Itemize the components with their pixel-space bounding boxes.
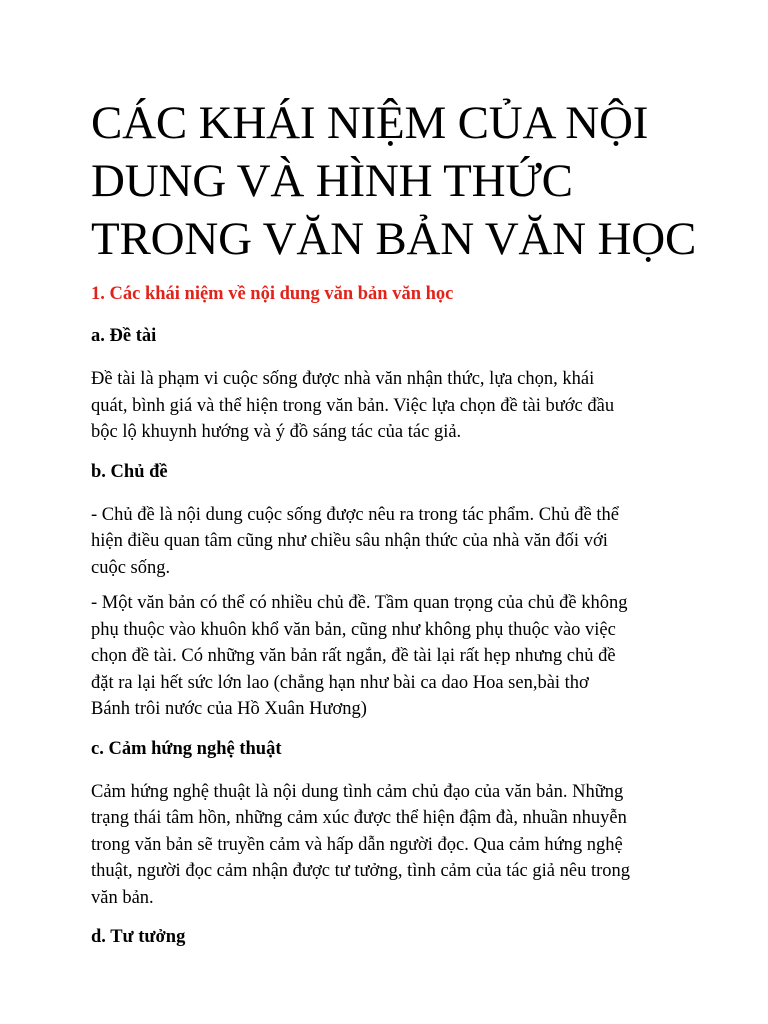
subsection-a-heading: a. Đề tài <box>91 326 157 346</box>
document-page <box>91 94 697 967</box>
paragraph-line: đặt ra lại hết sức lớn lao (chẳng hạn như bài ca dao Hoa sen,bài thơ <box>91 672 589 693</box>
subsection-a-paragraph <box>91 366 691 446</box>
subsection-c-paragraph <box>91 779 691 912</box>
paragraph-line: trong văn bản sẽ truyền cảm và hấp dẫn người đọc. Qua cảm hứng nghệ <box>91 834 623 855</box>
paragraph-line: thuật, người đọc cảm nhận được tư tưởng, tình cảm của tác giả nêu trong <box>91 861 631 881</box>
paragraph-line: trạng thái tâm hồn, những cảm xúc được thể hiện đậm đà, nhuần nhuyễn <box>91 808 627 828</box>
subsection-b-heading: b. Chủ đề <box>91 461 168 482</box>
subsection-d-heading: d. Tư tưởng <box>91 927 186 947</box>
paragraph-line: phụ thuộc vào khuôn khổ văn bản, cũng như không phụ thuộc vào việc <box>91 619 616 640</box>
section-1-heading: 1. Các khái niệm về nội dung văn bản văn học <box>91 284 454 304</box>
paragraph-line: chọn đề tài. Có những văn bản rất ngắn, đề tài lại rất hẹp nhưng chủ đề <box>91 646 616 666</box>
paragraph-line: bộc lộ khuynh hướng và ý đồ sáng tác của tác giả. <box>91 422 462 442</box>
subsection-b-paragraph-1 <box>91 502 691 582</box>
paragraph-line: - Một văn bản có thể có nhiều chủ đề. Tầm quan trọng của chủ đề không <box>91 593 628 613</box>
subsection-c-heading: c. Cảm hứng nghệ thuật <box>91 738 282 759</box>
document-title <box>91 94 697 268</box>
paragraph-line: hiện điều quan tâm cũng như chiều sâu nhận thức của nhà văn đối với <box>91 531 608 551</box>
paragraph-line: quát, bình giá và thể hiện trong văn bản. Việc lựa chọn đề tài bước đầu <box>91 395 615 416</box>
title-line: TRONG VĂN BẢN VĂN HỌC <box>91 213 697 265</box>
subsection-b-paragraph-2 <box>91 590 691 723</box>
paragraph-line: cuộc sống. <box>91 557 171 578</box>
title-line: CÁC KHÁI NIỆM CỦA NỘI <box>91 97 649 149</box>
paragraph-line: - Chủ đề là nội dung cuộc sống được nêu ra trong tác phẩm. Chủ đề thể <box>91 504 619 525</box>
paragraph-line: văn bản. <box>91 887 154 908</box>
paragraph-line: Bánh trôi nước của Hồ Xuân Hương) <box>91 699 367 719</box>
paragraph-line: Cảm hứng nghệ thuật là nội dung tình cảm chủ đạo của văn bản. Những <box>91 781 624 802</box>
paragraph-line: Đề tài là phạm vi cuộc sống được nhà văn nhận thức, lựa chọn, khái <box>91 369 595 389</box>
title-line: DUNG VÀ HÌNH THỨC <box>91 155 573 207</box>
